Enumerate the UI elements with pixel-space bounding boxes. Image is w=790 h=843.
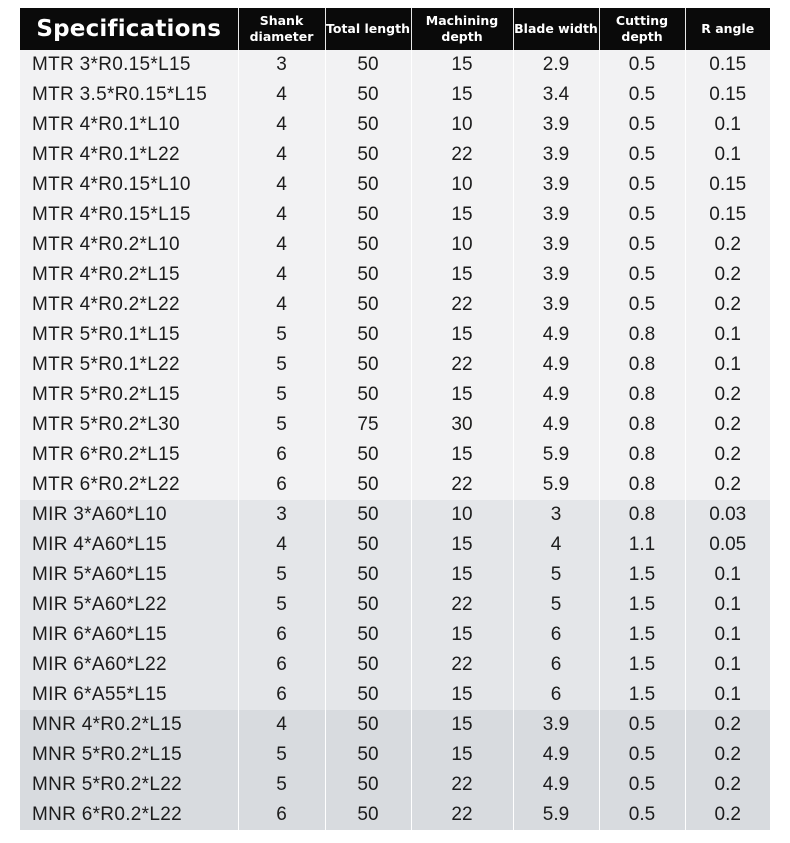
- cell-shank-diameter: 5: [238, 560, 325, 590]
- cell-machining-depth: 15: [411, 530, 513, 560]
- cell-blade-width: 3.9: [513, 290, 599, 320]
- cell-r-angle: 0.1: [685, 350, 770, 380]
- header-specifications: Specifications: [20, 8, 238, 50]
- cell-r-angle: 0.1: [685, 140, 770, 170]
- cell-blade-width: 6: [513, 620, 599, 650]
- cell-total-length: 50: [325, 140, 411, 170]
- cell-cutting-depth: 1.5: [599, 590, 685, 620]
- table-row: [20, 740, 770, 770]
- cell-shank-diameter: 4: [238, 230, 325, 260]
- cell-blade-width: 5: [513, 560, 599, 590]
- cell-cutting-depth: 0.5: [599, 50, 685, 80]
- table-row: [20, 260, 770, 290]
- cell-cutting-depth: 0.5: [599, 110, 685, 140]
- table-row: [20, 710, 770, 740]
- cell-total-length: 50: [325, 560, 411, 590]
- cell-cutting-depth: 0.5: [599, 170, 685, 200]
- cell-total-length: 50: [325, 650, 411, 680]
- table-row: [20, 230, 770, 260]
- cell-r-angle: 0.2: [685, 230, 770, 260]
- cell-blade-width: 4.9: [513, 740, 599, 770]
- cell-shank-diameter: 4: [238, 260, 325, 290]
- cell-r-angle: 0.03: [685, 500, 770, 530]
- cell-shank-diameter: 4: [238, 530, 325, 560]
- table-row: [20, 80, 770, 110]
- cell-shank-diameter: 4: [238, 170, 325, 200]
- table-row: [20, 140, 770, 170]
- table-header: [20, 8, 770, 50]
- cell-total-length: 50: [325, 710, 411, 740]
- table-row: [20, 50, 770, 80]
- cell-r-angle: 0.1: [685, 620, 770, 650]
- cell-machining-depth: 10: [411, 230, 513, 260]
- cell-machining-depth: 22: [411, 770, 513, 800]
- cell-shank-diameter: 4: [238, 200, 325, 230]
- cell-r-angle: 0.2: [685, 410, 770, 440]
- cell-blade-width: 3.9: [513, 140, 599, 170]
- cell-cutting-depth: 0.5: [599, 800, 685, 830]
- cell-machining-depth: 15: [411, 80, 513, 110]
- table-row: [20, 620, 770, 650]
- cell-specification: MTR 4*R0.15*L10: [20, 170, 238, 200]
- cell-r-angle: 0.2: [685, 260, 770, 290]
- table-row: [20, 470, 770, 500]
- cell-shank-diameter: 5: [238, 590, 325, 620]
- table-row: [20, 500, 770, 530]
- cell-specification: MIR 6*A60*L15: [20, 620, 238, 650]
- cell-r-angle: 0.05: [685, 530, 770, 560]
- table-row: [20, 440, 770, 470]
- cell-shank-diameter: 4: [238, 80, 325, 110]
- cell-specification: MIR 6*A60*L22: [20, 650, 238, 680]
- cell-total-length: 50: [325, 500, 411, 530]
- cell-blade-width: 3.9: [513, 110, 599, 140]
- cell-shank-diameter: 6: [238, 470, 325, 500]
- cell-shank-diameter: 5: [238, 770, 325, 800]
- cell-specification: MIR 4*A60*L15: [20, 530, 238, 560]
- table-row: [20, 560, 770, 590]
- cell-r-angle: 0.2: [685, 380, 770, 410]
- cell-total-length: 50: [325, 680, 411, 710]
- cell-machining-depth: 15: [411, 260, 513, 290]
- table-row: [20, 200, 770, 230]
- specifications-table: [20, 8, 770, 830]
- cell-shank-diameter: 4: [238, 710, 325, 740]
- cell-total-length: 50: [325, 50, 411, 80]
- cell-specification: MTR 6*R0.2*L15: [20, 440, 238, 470]
- cell-cutting-depth: 0.5: [599, 710, 685, 740]
- cell-cutting-depth: 0.5: [599, 740, 685, 770]
- cell-specification: MTR 4*R0.15*L15: [20, 200, 238, 230]
- table-row: [20, 590, 770, 620]
- cell-blade-width: 4.9: [513, 410, 599, 440]
- cell-specification: MTR 5*R0.1*L22: [20, 350, 238, 380]
- cell-specification: MTR 4*R0.2*L15: [20, 260, 238, 290]
- cell-machining-depth: 15: [411, 710, 513, 740]
- cell-shank-diameter: 6: [238, 800, 325, 830]
- cell-total-length: 50: [325, 800, 411, 830]
- cell-specification: MTR 4*R0.2*L22: [20, 290, 238, 320]
- cell-shank-diameter: 4: [238, 110, 325, 140]
- cell-total-length: 50: [325, 770, 411, 800]
- cell-machining-depth: 22: [411, 650, 513, 680]
- cell-total-length: 50: [325, 470, 411, 500]
- cell-specification: MTR 6*R0.2*L22: [20, 470, 238, 500]
- cell-cutting-depth: 1.5: [599, 680, 685, 710]
- cell-blade-width: 3.9: [513, 260, 599, 290]
- cell-blade-width: 4.9: [513, 320, 599, 350]
- cell-specification: MTR 5*R0.2*L15: [20, 380, 238, 410]
- cell-specification: MTR 3.5*R0.15*L15: [20, 80, 238, 110]
- cell-cutting-depth: 0.5: [599, 290, 685, 320]
- specifications-sheet: [20, 8, 770, 831]
- cell-total-length: 50: [325, 740, 411, 770]
- cell-shank-diameter: 6: [238, 440, 325, 470]
- table-row: [20, 320, 770, 350]
- cell-specification: MIR 5*A60*L22: [20, 590, 238, 620]
- cell-r-angle: 0.2: [685, 800, 770, 830]
- header-row: [20, 8, 770, 50]
- cell-cutting-depth: 0.8: [599, 440, 685, 470]
- table-row: [20, 680, 770, 710]
- cell-blade-width: 6: [513, 650, 599, 680]
- cell-machining-depth: 22: [411, 800, 513, 830]
- table-row: [20, 800, 770, 830]
- table-row: [20, 380, 770, 410]
- table-row: [20, 530, 770, 560]
- cell-cutting-depth: 0.5: [599, 260, 685, 290]
- cell-total-length: 50: [325, 290, 411, 320]
- cell-shank-diameter: 5: [238, 740, 325, 770]
- cell-total-length: 50: [325, 440, 411, 470]
- cell-specification: MIR 6*A55*L15: [20, 680, 238, 710]
- cell-total-length: 50: [325, 380, 411, 410]
- cell-cutting-depth: 1.5: [599, 620, 685, 650]
- cell-specification: MTR 4*R0.1*L10: [20, 110, 238, 140]
- cell-machining-depth: 15: [411, 440, 513, 470]
- cell-specification: MIR 3*A60*L10: [20, 500, 238, 530]
- cell-r-angle: 0.2: [685, 290, 770, 320]
- cell-r-angle: 0.1: [685, 110, 770, 140]
- cell-specification: MTR 4*R0.2*L10: [20, 230, 238, 260]
- table-row: [20, 410, 770, 440]
- cell-total-length: 50: [325, 230, 411, 260]
- cell-blade-width: 4.9: [513, 350, 599, 380]
- cell-total-length: 75: [325, 410, 411, 440]
- cell-shank-diameter: 6: [238, 620, 325, 650]
- cell-total-length: 50: [325, 170, 411, 200]
- cell-machining-depth: 10: [411, 170, 513, 200]
- cell-r-angle: 0.1: [685, 320, 770, 350]
- cell-specification: MNR 4*R0.2*L15: [20, 710, 238, 740]
- cell-machining-depth: 22: [411, 290, 513, 320]
- cell-cutting-depth: 1.5: [599, 650, 685, 680]
- cell-shank-diameter: 4: [238, 290, 325, 320]
- header-blade-width: Blade width: [513, 8, 599, 50]
- header-r-angle: R angle: [685, 8, 770, 50]
- cell-blade-width: 3.9: [513, 170, 599, 200]
- cell-r-angle: 0.1: [685, 680, 770, 710]
- cell-cutting-depth: 0.8: [599, 320, 685, 350]
- cell-machining-depth: 10: [411, 110, 513, 140]
- cell-shank-diameter: 5: [238, 410, 325, 440]
- cell-machining-depth: 22: [411, 350, 513, 380]
- cell-machining-depth: 15: [411, 740, 513, 770]
- cell-machining-depth: 10: [411, 500, 513, 530]
- cell-r-angle: 0.15: [685, 80, 770, 110]
- cell-blade-width: 5.9: [513, 440, 599, 470]
- cell-cutting-depth: 0.5: [599, 80, 685, 110]
- cell-r-angle: 0.15: [685, 50, 770, 80]
- cell-r-angle: 0.1: [685, 560, 770, 590]
- cell-shank-diameter: 5: [238, 350, 325, 380]
- cell-total-length: 50: [325, 260, 411, 290]
- cell-cutting-depth: 0.5: [599, 140, 685, 170]
- cell-r-angle: 0.2: [685, 770, 770, 800]
- cell-total-length: 50: [325, 320, 411, 350]
- cell-shank-diameter: 5: [238, 320, 325, 350]
- cell-r-angle: 0.2: [685, 710, 770, 740]
- table-row: [20, 770, 770, 800]
- cell-r-angle: 0.2: [685, 740, 770, 770]
- cell-cutting-depth: 1.5: [599, 560, 685, 590]
- cell-specification: MNR 5*R0.2*L15: [20, 740, 238, 770]
- cell-blade-width: 5.9: [513, 470, 599, 500]
- cell-machining-depth: 22: [411, 140, 513, 170]
- cell-shank-diameter: 3: [238, 500, 325, 530]
- cell-total-length: 50: [325, 350, 411, 380]
- cell-blade-width: 3.9: [513, 710, 599, 740]
- cell-machining-depth: 15: [411, 560, 513, 590]
- cell-total-length: 50: [325, 620, 411, 650]
- cell-blade-width: 4: [513, 530, 599, 560]
- cell-blade-width: 6: [513, 680, 599, 710]
- cell-specification: MIR 5*A60*L15: [20, 560, 238, 590]
- cell-blade-width: 3.9: [513, 230, 599, 260]
- cell-machining-depth: 15: [411, 320, 513, 350]
- cell-shank-diameter: 3: [238, 50, 325, 80]
- cell-blade-width: 2.9: [513, 50, 599, 80]
- cell-shank-diameter: 6: [238, 650, 325, 680]
- table-row: [20, 290, 770, 320]
- cell-specification: MNR 5*R0.2*L22: [20, 770, 238, 800]
- cell-specification: MNR 6*R0.2*L22: [20, 800, 238, 830]
- cell-specification: MTR 5*R0.1*L15: [20, 320, 238, 350]
- cell-blade-width: 5: [513, 590, 599, 620]
- cell-total-length: 50: [325, 590, 411, 620]
- header-machining-depth: Machining depth: [411, 8, 513, 50]
- cell-machining-depth: 15: [411, 50, 513, 80]
- cell-blade-width: 4.9: [513, 770, 599, 800]
- cell-total-length: 50: [325, 200, 411, 230]
- cell-blade-width: 3.9: [513, 200, 599, 230]
- cell-blade-width: 3.4: [513, 80, 599, 110]
- header-total-length: Total length: [325, 8, 411, 50]
- cell-r-angle: 0.15: [685, 200, 770, 230]
- cell-shank-diameter: 4: [238, 140, 325, 170]
- cell-cutting-depth: 0.8: [599, 380, 685, 410]
- cell-r-angle: 0.15: [685, 170, 770, 200]
- cell-machining-depth: 22: [411, 590, 513, 620]
- cell-cutting-depth: 0.8: [599, 500, 685, 530]
- cell-shank-diameter: 5: [238, 380, 325, 410]
- cell-r-angle: 0.2: [685, 470, 770, 500]
- cell-specification: MTR 5*R0.2*L30: [20, 410, 238, 440]
- table-row: [20, 110, 770, 140]
- cell-machining-depth: 30: [411, 410, 513, 440]
- cell-machining-depth: 15: [411, 680, 513, 710]
- cell-blade-width: 3: [513, 500, 599, 530]
- cell-cutting-depth: 0.8: [599, 470, 685, 500]
- table-row: [20, 170, 770, 200]
- cell-cutting-depth: 1.1: [599, 530, 685, 560]
- cell-machining-depth: 22: [411, 470, 513, 500]
- cell-r-angle: 0.1: [685, 590, 770, 620]
- table-row: [20, 650, 770, 680]
- table-body: [20, 50, 770, 830]
- cell-cutting-depth: 0.8: [599, 350, 685, 380]
- cell-machining-depth: 15: [411, 380, 513, 410]
- header-cutting-depth: Cutting depth: [599, 8, 685, 50]
- cell-total-length: 50: [325, 530, 411, 560]
- cell-shank-diameter: 6: [238, 680, 325, 710]
- cell-specification: MTR 3*R0.15*L15: [20, 50, 238, 80]
- cell-r-angle: 0.2: [685, 440, 770, 470]
- cell-cutting-depth: 0.5: [599, 200, 685, 230]
- cell-cutting-depth: 0.5: [599, 770, 685, 800]
- cell-total-length: 50: [325, 80, 411, 110]
- cell-specification: MTR 4*R0.1*L22: [20, 140, 238, 170]
- cell-cutting-depth: 0.5: [599, 230, 685, 260]
- cell-machining-depth: 15: [411, 200, 513, 230]
- header-shank-diameter: Shank diameter: [238, 8, 325, 50]
- cell-total-length: 50: [325, 110, 411, 140]
- cell-blade-width: 4.9: [513, 380, 599, 410]
- cell-machining-depth: 15: [411, 620, 513, 650]
- cell-cutting-depth: 0.8: [599, 410, 685, 440]
- table-row: [20, 350, 770, 380]
- cell-blade-width: 5.9: [513, 800, 599, 830]
- cell-r-angle: 0.1: [685, 650, 770, 680]
